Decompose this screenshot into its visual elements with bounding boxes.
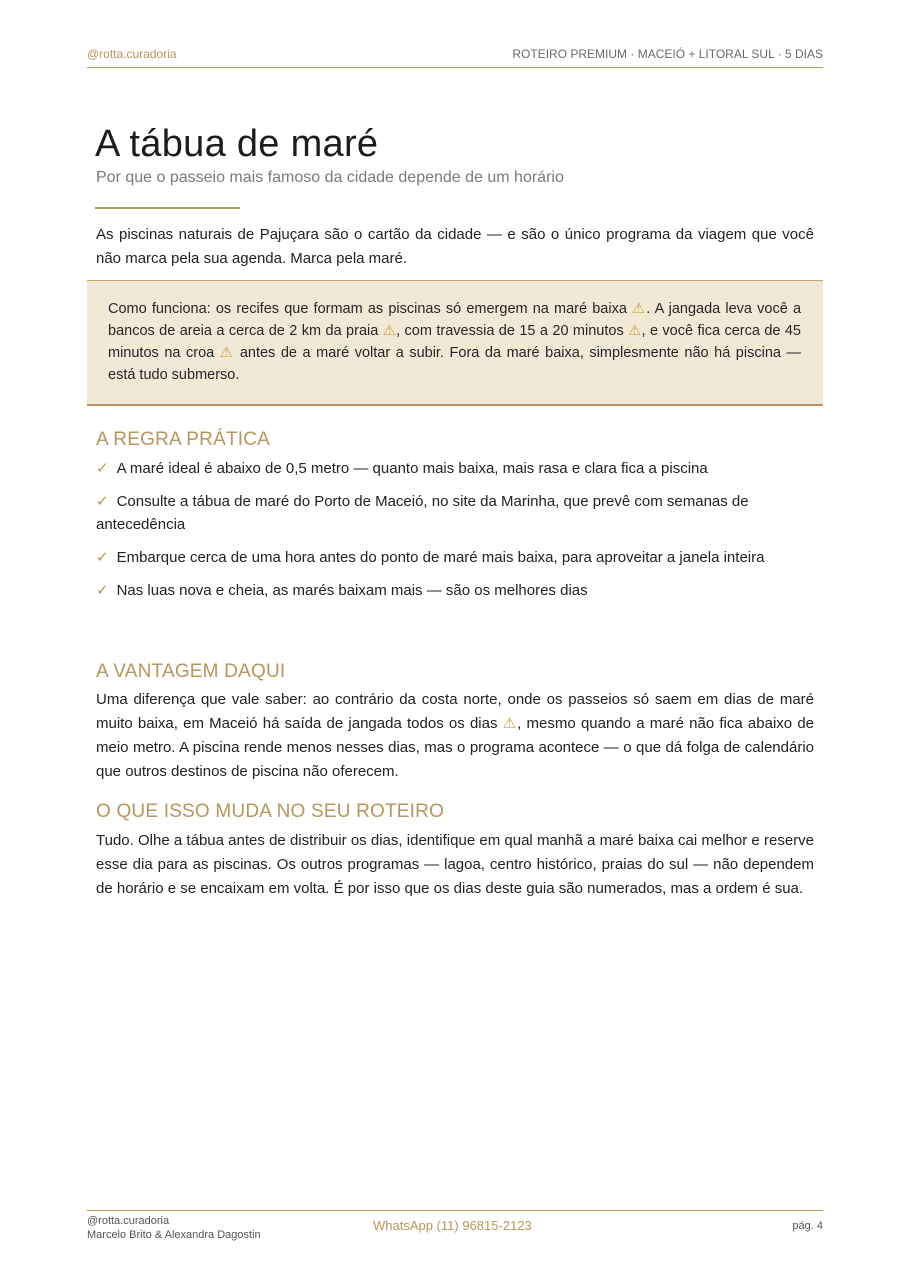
page-number: pág. 4 [792, 1220, 823, 1232]
list-item-text: Embarque cerca de uma hora antes do ponto de maré mais baixa, para aproveitar a janela inteira [116, 549, 765, 566]
check-icon: ✓ [96, 582, 109, 599]
warning-icon: ⚠ [219, 345, 235, 361]
check-icon: ✓ [96, 460, 109, 477]
page-title: A tábua de maré [95, 123, 379, 165]
intro-paragraph: As piscinas naturais de Pajuçara são o cartão da cidade — e são o único programa da viagem que você não marca pela sua agenda. Marca pela maré. [96, 226, 814, 267]
list-item [96, 457, 814, 480]
warning-icon: ⚠ [628, 323, 642, 339]
list-item [96, 579, 814, 602]
footer-credits [87, 1214, 261, 1242]
rule-checklist [96, 457, 814, 612]
itinerary-paragraph: Tudo. Olhe a tábua antes de distribuir os dias, identifique em qual manhã a maré baixa cai melhor e reserve esse dia para as piscinas. Os outros programas — lagoa, centro histórico, praias do sul — não dependem de horário e se encaixam em volta. É por isso que os dias deste guia são numerados, mas a ordem é sua. [96, 832, 814, 897]
header-guide-title: ROTEIRO PREMIUM · MACEIÓ + LITORAL SUL · 5 DIAS [512, 47, 823, 61]
how-it-works-callout [87, 280, 823, 406]
advantage-text-part: , mesmo quando a maré não fica abaixo de meio metro. A piscina rende menos nesses dias, mas o programa acontece — o que dá folga de calendário que outros destinos de piscina não oferecem. [96, 715, 815, 780]
footer-authors: Marcelo Brito & Alexandra Dagostin [87, 1229, 261, 1241]
callout-text-part: . A jangada leva você a bancos de areia a cerca de 2 km da praia [108, 301, 802, 339]
page-footer [87, 1210, 823, 1251]
page-header [87, 40, 823, 68]
list-item-text: Nas luas nova e cheia, as marés baixam mais — são os melhores dias [116, 582, 588, 599]
callout-text-part: , com travessia de 15 a 20 minutos [396, 323, 629, 339]
rule-section-title: A REGRA PRÁTICA [96, 429, 271, 450]
check-icon: ✓ [96, 549, 109, 566]
warning-icon: ⚠ [502, 715, 518, 732]
advantage-paragraph [96, 688, 814, 784]
callout-text-part: Como funciona: os recifes que formam as piscinas só emergem na maré baixa [108, 301, 633, 317]
itinerary-section-title: O QUE ISSO MUDA NO SEU ROTEIRO [96, 801, 445, 822]
list-item [96, 490, 814, 536]
header-handle: @rotta.curadoria [87, 47, 177, 61]
check-icon: ✓ [96, 493, 109, 510]
callout-text-part: , e você fica cerca de 45 minutos na croa [108, 323, 802, 361]
advantage-text-part: Uma diferença que vale saber: ao contrário da costa norte, onde os passeios só saem em dias de maré muito baixa, em Maceió há saída de jangada todos os dias [96, 691, 814, 732]
list-item-text: Consulte a tábua de maré do Porto de Maceió, no site da Marinha, que prevê com semanas de antecedência [96, 493, 749, 533]
advantage-section-title: A VANTAGEM DAQUI [96, 661, 286, 682]
list-item-text: A maré ideal é abaixo de 0,5 metro — quanto mais baixa, mais rasa e clara fica a piscina [116, 460, 708, 477]
callout-text-part: antes de a maré voltar a subir. Fora da maré baixa, simplesmente não há piscina — está tudo submerso. [108, 345, 801, 383]
whatsapp-contact: WhatsApp (11) 96815-2123 [373, 1218, 532, 1233]
title-divider [95, 207, 240, 209]
warning-icon: ⚠ [632, 301, 647, 317]
page-subtitle: Por que o passeio mais famoso da cidade depende de um horário [96, 169, 564, 186]
callout-text [108, 298, 801, 386]
list-item [96, 546, 814, 569]
warning-icon: ⚠ [382, 323, 397, 339]
footer-handle: @rotta.curadoria [87, 1215, 170, 1227]
